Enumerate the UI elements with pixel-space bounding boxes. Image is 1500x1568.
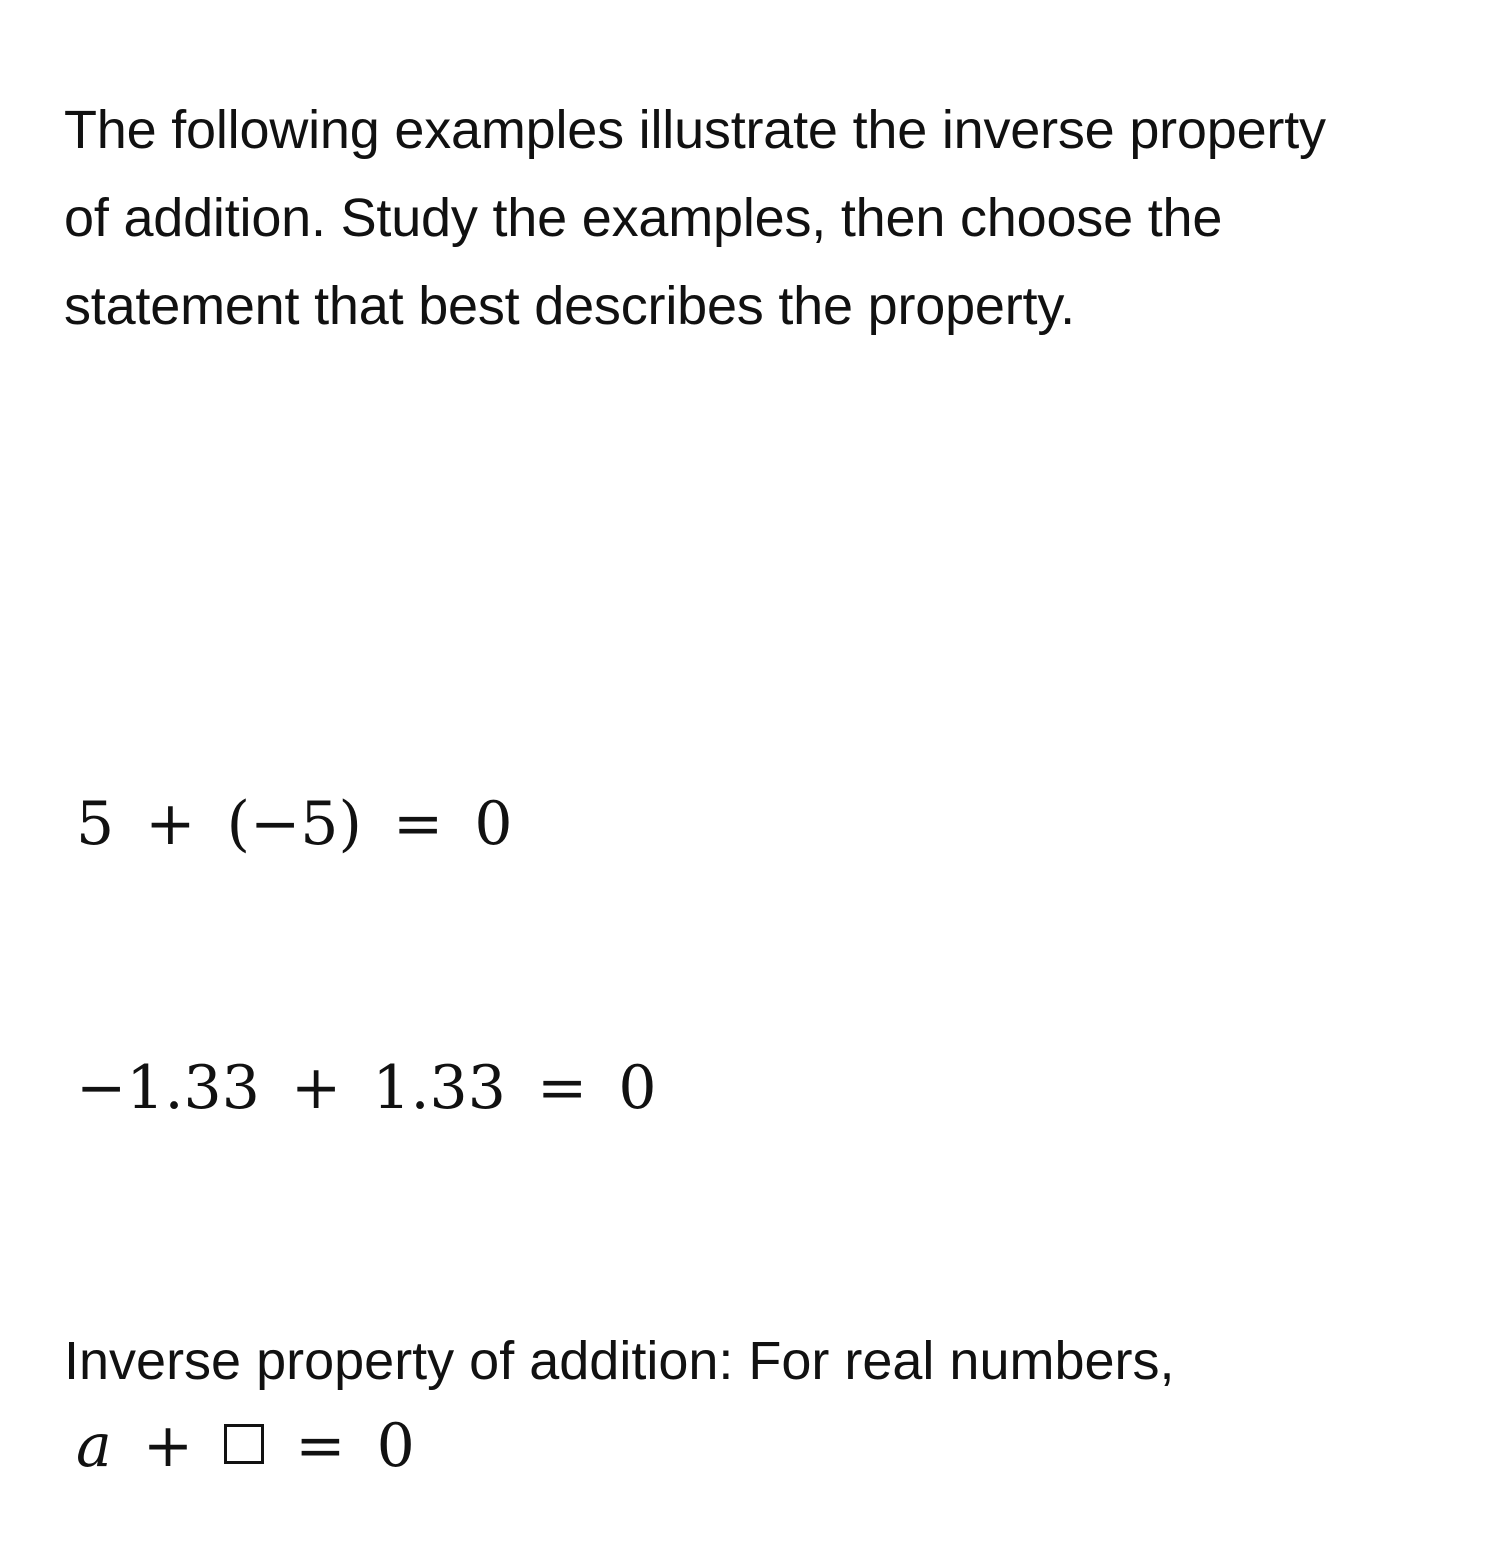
example-2-equals: = (536, 1053, 588, 1123)
example-1-left: 5 (76, 789, 115, 859)
answer-blank-box[interactable] (224, 1424, 264, 1464)
question-intro: The following examples illustrate the inverse property of addition. Study the examples, then choose the statement that best describes the property. (64, 100, 1326, 336)
example-1-right: (−5) (226, 789, 362, 859)
example-2-right: 1.33 (372, 1053, 506, 1123)
example-1-result: 0 (474, 789, 513, 859)
property-equals: = (295, 1411, 346, 1481)
property-variable: a (76, 1411, 112, 1481)
example-2-left: −1.33 (76, 1053, 260, 1123)
example-equation-1 (76, 789, 513, 859)
example-1-equals: = (392, 789, 444, 859)
example-1-operator: + (145, 789, 196, 859)
example-equation-2 (76, 1053, 657, 1123)
property-equation (76, 1411, 415, 1481)
property-result: 0 (376, 1411, 415, 1481)
property-operator: + (142, 1411, 194, 1481)
example-2-result: 0 (618, 1053, 657, 1123)
example-2-operator: + (290, 1053, 342, 1123)
property-statement-label: Inverse property of addition: For real numbers, (64, 1331, 1175, 1391)
